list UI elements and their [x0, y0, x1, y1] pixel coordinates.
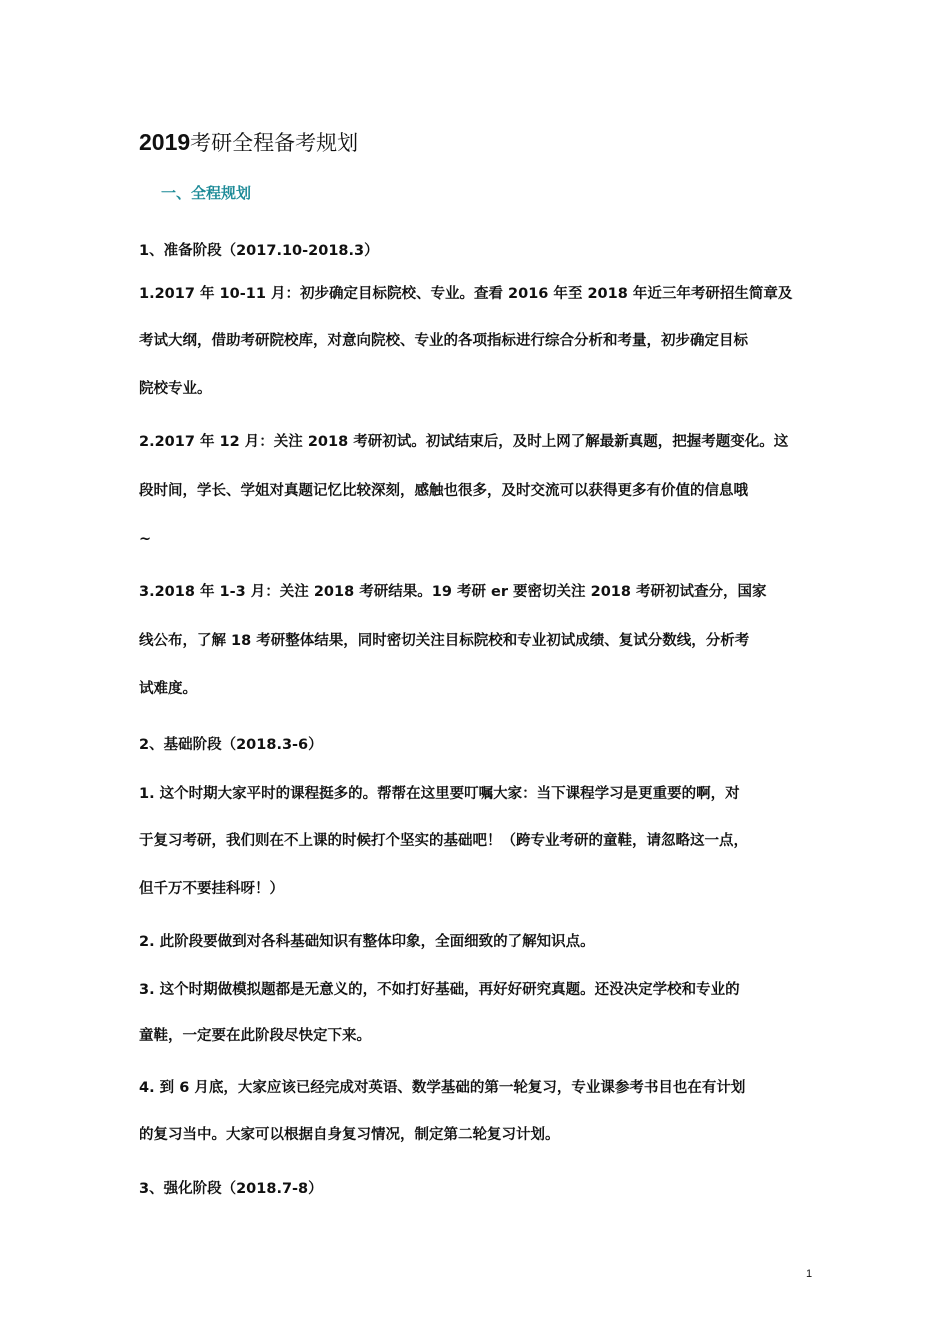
document-title — [139, 128, 358, 157]
body-line: 线公布，了解 18 考研整体结果，同时密切关注目标院校和专业初试成绩、复试分数线，分析考 — [139, 633, 750, 649]
title-year: 2019 — [139, 129, 191, 155]
body-line: 段时间，学长、学姐对真题记忆比较深刻，感触也很多，及时交流可以获得更多有价值的信息哦 — [139, 483, 748, 499]
body-line: 1.2017 年 10-11 月：初步确定目标院校、专业。查看 2016 年至 2018 年近三年考研招生简章及 — [139, 286, 793, 302]
body-line: ~ — [139, 531, 152, 547]
body-line: 试难度。 — [139, 681, 197, 697]
section-heading: 一、全程规划 — [161, 184, 252, 202]
body-line: 3. 这个时期做模拟题都是无意义的，不如打好基础，再好好研究真题。还没决定学校和专业的 — [139, 982, 740, 998]
body-line: 院校专业。 — [139, 381, 212, 397]
body-line: 的复习当中。大家可以根据自身复习情况，制定第二轮复习计划。 — [139, 1127, 560, 1143]
body-line: 2.2017 年 12 月：关注 2018 考研初试。初试结束后，及时上网了解最新真题，把握考题变化。这 — [139, 434, 789, 450]
body-line: 1、准备阶段（2017.10-2018.3） — [139, 243, 379, 259]
body-line: 1. 这个时期大家平时的课程挺多的。帮帮在这里要叮嘱大家：当下课程学习是更重要的啊，对 — [139, 786, 740, 802]
title-text: 考研全程备考规划 — [190, 131, 359, 155]
page-number: 1 — [806, 1268, 813, 1280]
body-line: 3.2018 年 1-3 月：关注 2018 考研结果。19 考研 er 要密切关注 2018 考研初试查分，国家 — [139, 584, 767, 600]
body-line: 于复习考研，我们则在不上课的时候打个坚实的基础吧！（跨专业考研的童鞋，请忽略这一点， — [139, 833, 748, 849]
body-line: 2. 此阶段要做到对各科基础知识有整体印象，全面细致的了解知识点。 — [139, 934, 595, 950]
body-line: 但千万不要挂科呀！） — [139, 881, 284, 897]
body-line: 4. 到 6 月底，大家应该已经完成对英语、数学基础的第一轮复习，专业课参考书目也在有计划 — [139, 1080, 746, 1096]
body-line: 考试大纲，借助考研院校库，对意向院校、专业的各项指标进行综合分析和考量，初步确定目标 — [139, 333, 748, 349]
body-line: 2、基础阶段（2018.3-6） — [139, 737, 323, 753]
body-line: 童鞋，一定要在此阶段尽快定下来。 — [139, 1028, 371, 1044]
body-line: 3、强化阶段（2018.7-8） — [139, 1181, 323, 1197]
